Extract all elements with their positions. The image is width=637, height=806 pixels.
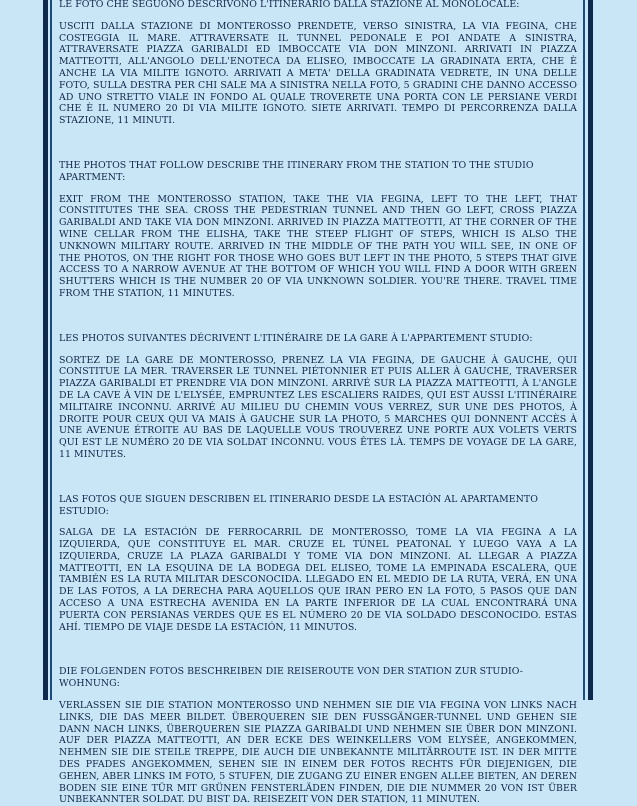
section-spanish [59,494,577,634]
section-text: SALGA DE LA ESTACIÓN DE FERROCARRIL DE MONTEROSSO, TOME LA VIA FEGINA A LA IZQUIERDA, QUE CONSTITUYE EL MAR. CRUZE EL TÚNEL PEATONAL Y LUEGO VAYA A LA IZQUIERDA, CRUZE LA PLAZA GARIBALDI Y TOME VIA DON MINZONI. AL LLEGAR A PIAZZA MATTEOTTI, EN LA ESQUINA DE LA BODEGA DEL ELISEO, TOME LA EMPINADA ESCALERA, QUE TAMBIÉN ES LA RUTA MILITAR DESCONOCIDA. LLEGADO EN EL MEDIO DE LA RUTA, VERÁ, EN UNA DE LAS FOTOS, A LA DERECHA PARA AQUELLOS QUE IRAN PERO EN LA FOTO, 5 PASOS QUE DAN ACCESO A UNA ESTRECHA AVENIDA EN LA PARTE INFERIOR DE LA CUAL ENCONTRARÁ UNA PUERTA CON PERSIANAS VERDES QUE ES EL NÚMERO 20 DE VIA SOLDADO DESCONOCIDO. ESTAS AHÍ. TIEMPO DE VIAJE DESDE LA ESTACIÓN, 11 MINUTOS. [59,527,577,633]
section-italian [59,0,577,127]
section-heading: LAS FOTOS QUE SIGUEN DESCRIBEN EL ITINERARIO DESDE LA ESTACIÓN AL APARTAMENTO ESTUDIO: [59,493,538,517]
section-english [59,160,577,300]
left-border-inner [50,0,52,700]
section-heading: LES PHOTOS SUIVANTES DÉCRIVENT L'ITINÉRAIRE DE LA GARE À L'APPARTEMENT STUDIO: [59,332,533,344]
section-text: VERLASSEN SIE DIE STATION MONTEROSSO UND NEHMEN SIE DIE VIA FEGINA VON LINKS NACH LINKS, DIE DAS MEER BILDET. ÜBERQUEREN SIE DEN FUSSGÄNGER-TUNNEL UND GEHEN SIE DANN NACH LINKS, ÜBERQUEREN SIE PIAZZA GARIBALDI UND NEHMEN SIE ÜBER DON MINZONI. AUF DER PIAZZA MATTEOTTI, AN DER ECKE DES WEINKELLERS VOM ELYSÉE, ANGEKOMMEN, NEHMEN SIE DIE STEILE TREPPE, DIE AUCH DIE UNBEKANNTE MILITÄRROUTE IST. IN DER MITTE DES PFADES ANGEKOMMEN, SEHEN SIE IN EINEM DER FOTOS RECHTS FÜR DIEJENIGEN, DIE GEHEN, ABER LINKS IM FOTO, 5 STUFEN, DIE ZUGANG ZU EINER ENGEN ALLEE BIETEN, AN DEREN BODEN SIE EINE TÜR MIT GRÜNEN FENSTERLÄDEN FINDEN, DIE DIE NUMMER 20 VON IST ÜBER UNBEKANNTER SOLDAT. DU BIST DA. REISEZEIT VON DER STATION, 11 MINUTEN. [59,700,577,806]
section-german [59,666,577,806]
right-border-outer [588,0,593,700]
section-heading: THE PHOTOS THAT FOLLOW DESCRIBE THE ITINERARY FROM THE STATION TO THE STUDIO APARTMENT: [59,159,534,183]
section-heading: LE FOTO CHE SEGUONO DESCRIVONO L'ITINERARIO DALLA STAZIONE AL MONOLOCALE: [59,0,520,10]
section-text: EXIT FROM THE MONTEROSSO STATION, TAKE THE VIA FEGINA, LEFT TO THE LEFT, THAT CONSTITUTES THE SEA. CROSS THE PEDESTRIAN TUNNEL AND THEN GO LEFT, CROSS PIAZZA GARIBALDI AND TAKE VIA DON MINZONI. ARRIVED IN PIAZZA MATTEOTTI, AT THE CORNER OF THE WINE CELLAR FROM THE ELISHA, TAKE THE STEEP FLIGHT OF STEPS, WHICH IS ALSO THE UNKNOWN MILITARY ROUTE. ARRIVED IN THE MIDDLE OF THE PATH YOU WILL SEE, IN ONE OF THE PHOTOS, ON THE RIGHT FOR THOSE WHO GOES BUT LEFT IN THE PHOTO, 5 STEPS THAT GIVE ACCESS TO A NARROW AVENUE AT THE BOTTOM OF WHICH YOU WILL FIND A DOOR WITH GREEN SHUTTERS WHICH IS THE NUMBER 20 OF VIA UNKNOWN SOLDIER. YOU'RE THERE. TRAVEL TIME FROM THE STATION, 11 MINUTES. [59,193,577,299]
right-border-inner [583,0,585,700]
section-french [59,333,577,461]
section-heading: DIE FOLGENDEN FOTOS BESCHREIBEN DIE REISEROUTE VON DER STATION ZUR STUDIO-WOHNUNG: [59,666,523,690]
itinerary-document [59,0,577,806]
left-border-outer [43,0,48,700]
section-text: USCITI DALLA STAZIONE DI MONTEROSSO PRENDETE, VERSO SINISTRA, LA VIA FEGINA, CHE COSTEGGIA IL MARE. ATTRAVERSATE IL TUNNEL PEDONALE E POI ANDATE A SINISTRA, ATTRAVERSATE PIAZZA GARIBALDI ED IMBOCCATE VIA DON MINZONI. ARRIVATI IN PIAZZA MATTEOTTI, ALL'ANGOLO DELL'ENOTECA DA ELISEO, IMBOCCATE LA GRADINATA ERTA, CHE È ANCHE LA VIA MILITE IGNOTO. ARRIVATI A META' DELLA GRADINATA VEDRETE, IN UNA DELLE FOTO, SULLA DESTRA PER CHI SALE MA A SINISTRA NELLA FOTO, 5 GRADINI CHE DANNO ACCESSO AD UNO STRETTO VIALE IN FONDO AL QUALE TROVERETE UNA PORTA CON LE PERSIANE VERDI CHE È IL NUMERO 20 DI VIA MILITE IGNOTO. SIETE ARRIVATI. TEMPO DI PERCORRENZA DALLA STAZIONE, 11 MINUTI. [59,20,577,127]
section-text: SORTEZ DE LA GARE DE MONTEROSSO, PRENEZ LA VIA FEGINA, DE GAUCHE À GAUCHE, QUI CONSTITUE LA MER. TRAVERSER LE TUNNEL PIÉTONNIER ET PUIS ALLER À GAUCHE, TRAVERSER PIAZZA GARIBALDI ET PRENDRE VIA DON MINZONI. ARRIVÉ SUR LA PIAZZA MATTEOTTI, À L'ANGLE DE LA CAVE À VIN DE L'ELYSÉE, EMPRUNTEZ LES ESCALIERS RAIDES, QUI EST AUSSI L'ITINÉRAIRE MILITAIRE INCONNU. ARRIVÉ AU MILIEU DU CHEMIN VOUS VERREZ, SUR UNE DES PHOTOS, À DROITE POUR CEUX QUI VA MAIS À GAUCHE SUR LA PHOTO, 5 MARCHES QUI DONNENT ACCÈS À UNE AVENUE ÉTROITE AU BAS DE LAQUELLE VOUS TROUVEREZ UNE PORTE AUX VOLETS VERTS QUI EST LE NUMÉRO 20 DE VIA SOLDAT INCONNU. VOUS ÊTES LÀ. TEMPS DE VOYAGE DE LA GARE, 11 MINUTES. [59,354,577,460]
